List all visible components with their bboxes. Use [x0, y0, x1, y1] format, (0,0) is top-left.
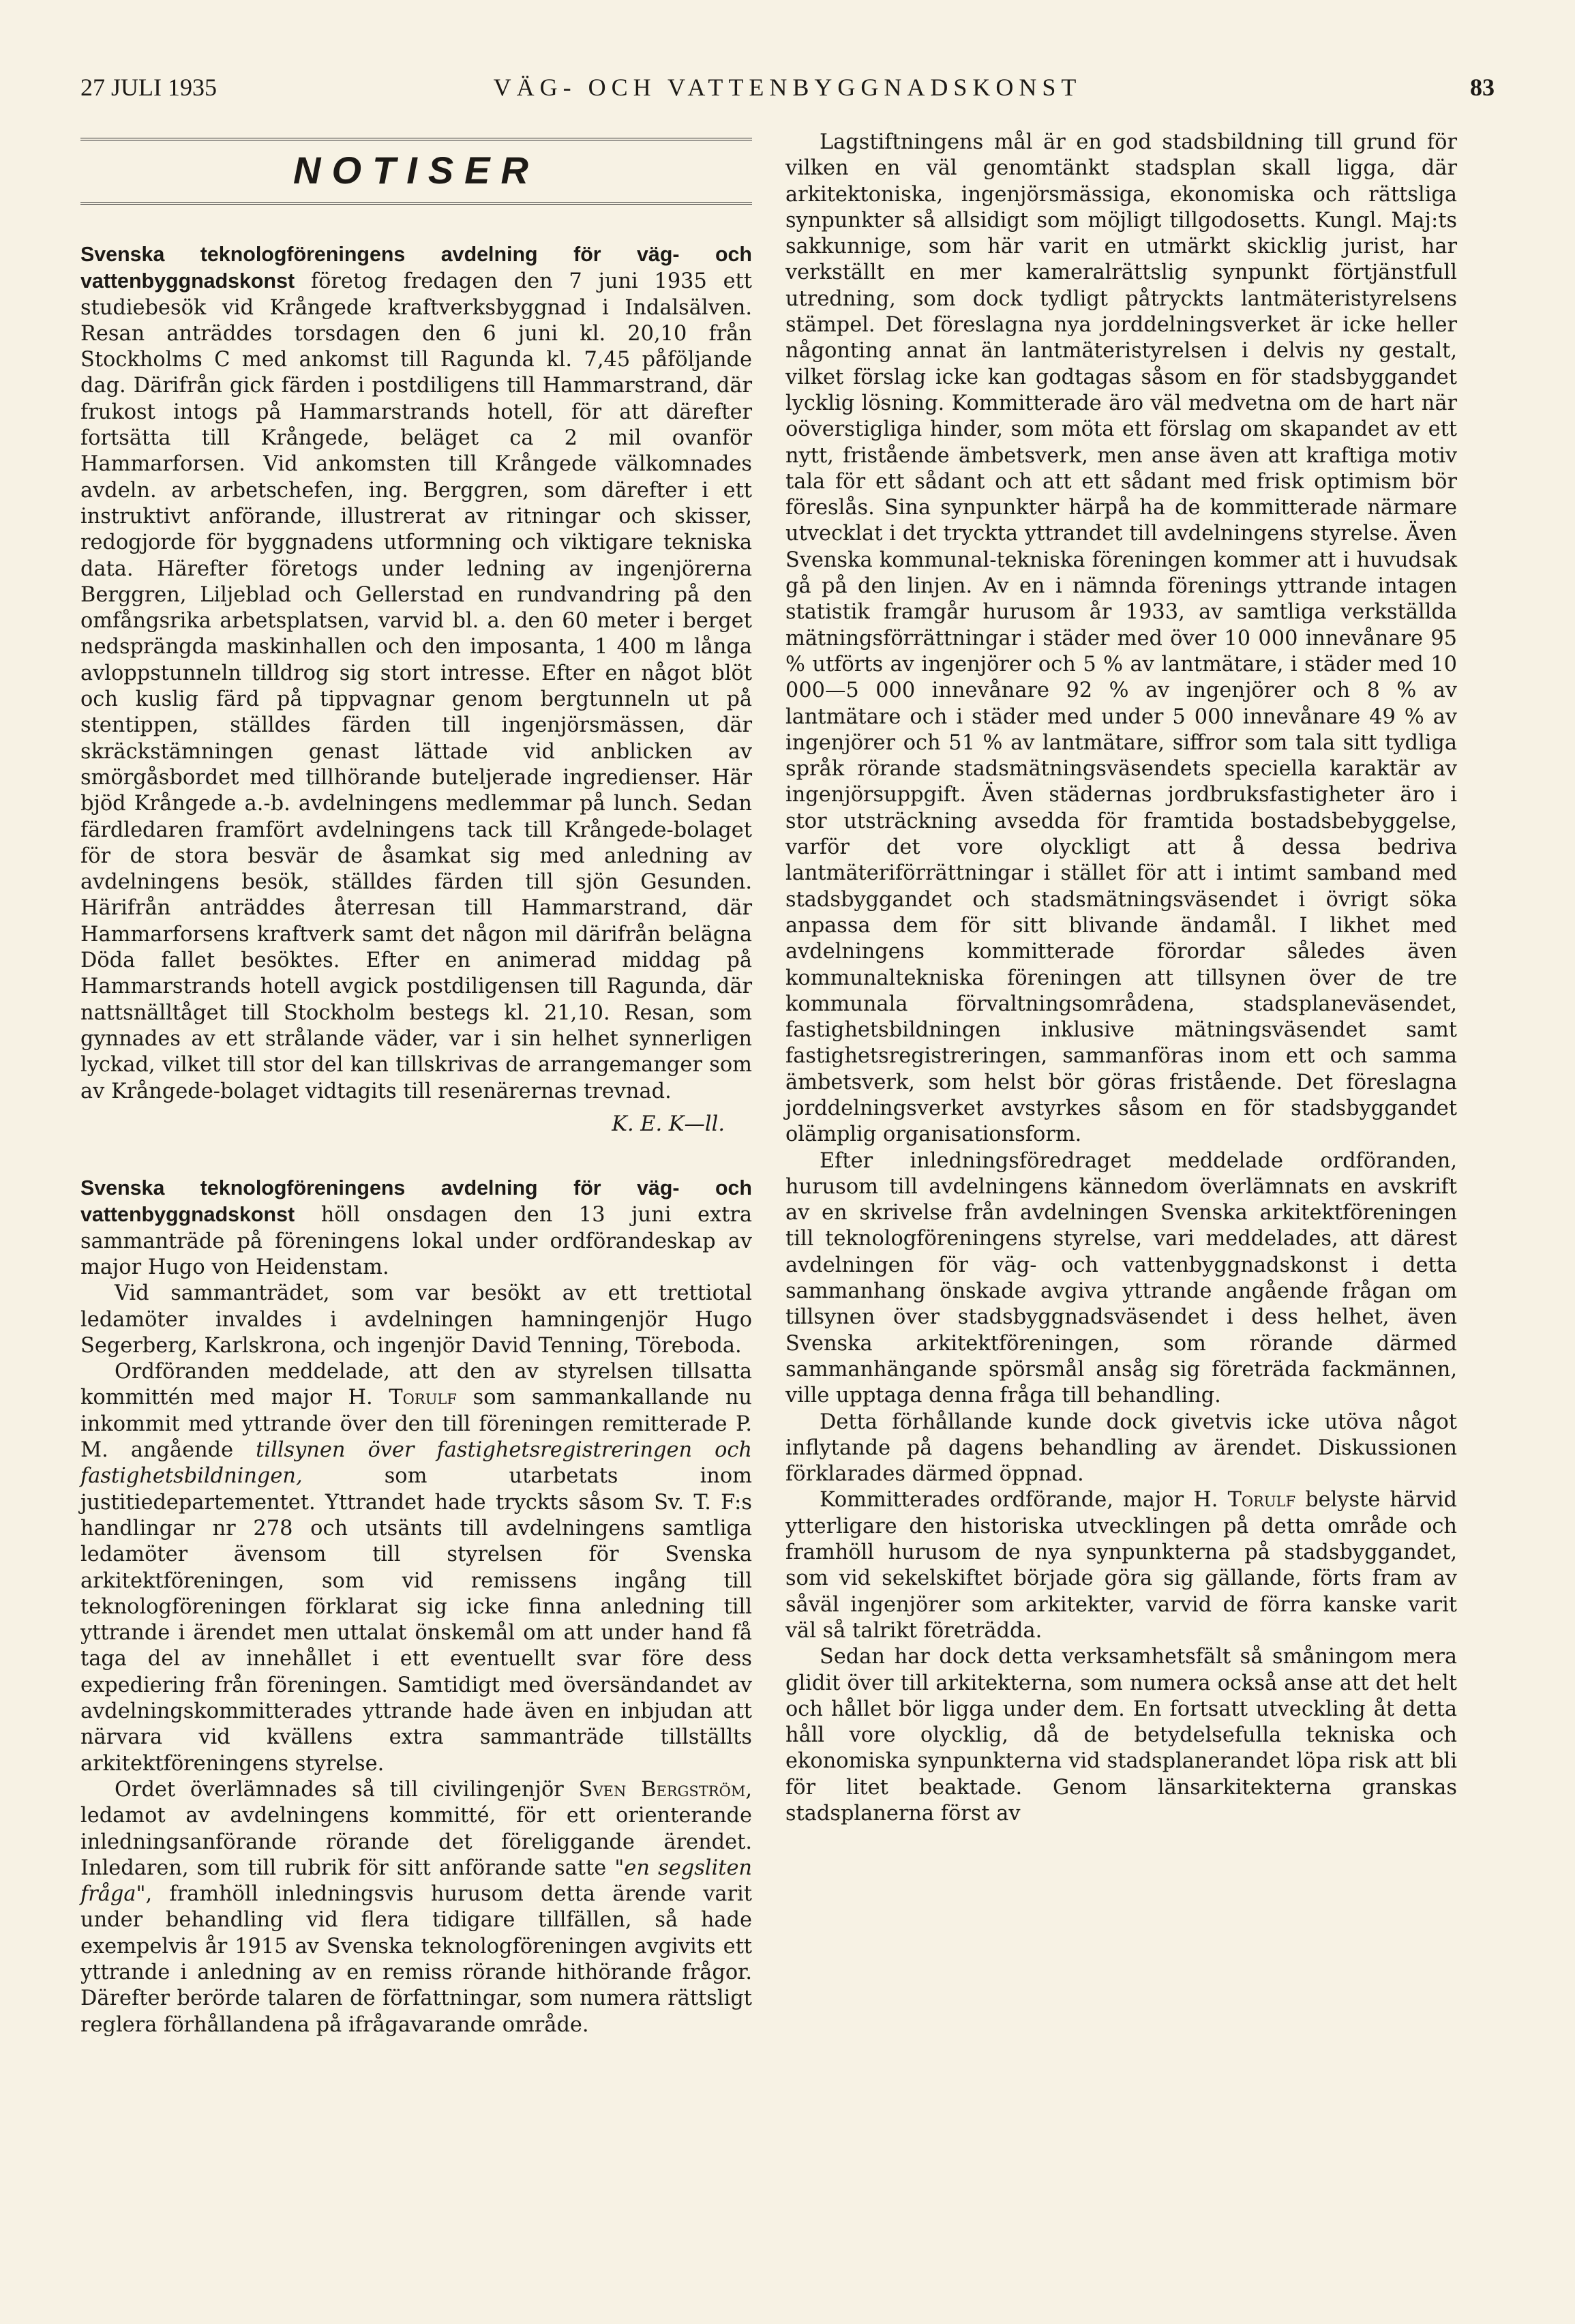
article-1-signature: K. E. K—ll.	[612, 1112, 725, 1136]
article-2-paragraph-8	[785, 1487, 1457, 1644]
p8-text-b: belyste härvid ytterligare den historiska utvecklingen på detta område och framhöll hurusom de nya synpunkterna på stadsbyggandet, som vid sekelskiftet började göra sig gällande, förts fram av såväl ingenjörer som arkitekter, varvid de förra kanske varit väl så talrikt företrädda.	[785, 1488, 1457, 1643]
p4-text-c: ", framhöll inledningsvis hurusom detta ärende varit under behandling vid flera tidigare tillfällen, så hade exempelvis år 1915 av Svenska teknologföreningen avgivits ett yttrande i anledning av en remiss rörande hithörande frågor. Därefter berörde talaren de författningar, som numera rättsligt reglera förhållandena på ifrågavarande område.	[80, 1882, 752, 2037]
article-2-paragraph-6: Efter inledningsföredraget meddelade ordföranden, hurusom till avdelningens kännedom överlämnats en avskrift av en skrivelse från avdelningen Svenska arkitektföreningen till teknologföreningens styrelse, vari meddelades, att därest avdelningen för väg- och vattenbyggnadskonst i detta sammanhang önskade avgiva yttrande angående frågan om tillsynen över stadsbyggnadsväsendet i dess helhet, även Svenska arkitektföreningen, som rörande därmed sammanhängande spörsmål ansåg sig företräda fackmännen, ville upptaga denna fråga till behandling.	[785, 1148, 1457, 1408]
section-title: NOTISER	[293, 149, 539, 192]
pm-title: tillsynen över fastighetsregistreringen och fastighetsbildningen,	[80, 1438, 752, 1489]
p4-text-a: Ordet överlämnades så till civilingenjör	[115, 1777, 564, 1802]
left-column	[80, 130, 752, 2038]
p3-text-b: som sammankallande nu inkommit med yttrande över den till föreningen remitterade P. M. angående	[80, 1386, 752, 1463]
article-2-paragraph-4	[80, 1777, 752, 2038]
section-heading	[80, 138, 752, 205]
p8-text-a: Kommitterades ordförande, major H.	[820, 1488, 1218, 1513]
person-name-torulf-2: Torulf	[1227, 1488, 1296, 1513]
article-2-paragraph-7: Detta förhållande kunde dock givetvis icke utöva något inflytande på dagens behandling av ärendet. Diskussionen förklarades därmed öppnad.	[785, 1410, 1457, 1487]
article-2-paragraph-1	[80, 1175, 752, 1281]
running-header	[80, 67, 1495, 108]
issue-date: 27 JULI 1935	[80, 74, 217, 101]
p4-text-b: ledamot av avdelningens kommitté, för ett orienterande inledningsanförande rörande det föreliggande ärendet. Inledaren, som till rubrik för sitt anförande satte "	[80, 1804, 752, 1880]
article-2-paragraph-9: Sedan har dock detta verksamhetsfält så småningom mera glidit över till arkitekterna, som numera också anse att det helt och hållet bör ligga under dem. En fortsatt utveckling åt detta håll vore olycklig, då de betydelsefulla tekniska och ekonomiska synpunkterna vid stadsplanerandet löpa risk att bli för litet beaktade. Genom länsarkitekterna granskas stadsplanerna först av	[785, 1645, 1457, 1826]
article-2-paragraph-2: Vid sammanträdet, som var besökt av ett trettiotal ledamöter invaldes i avdelningen hamningenjör Hugo Segerberg, Karlskrona, och ingenjör David Tenning, Töreboda.	[80, 1281, 752, 1358]
article-2-lead: Svenska teknologföreningens avdelning för väg- och vattenbyggnadskonst	[80, 1176, 752, 1227]
article-1-paragraph	[80, 241, 752, 1105]
p3-text-a: Ordföranden meddelade, att den av styrelsen tillsatta kommittén med major H.	[80, 1360, 752, 1410]
p3-text-c: som utarbetats inom justitiedepartementet. Yttrandet hade tryckts såsom Sv. T. F:s handlingar nr 278 och utsänts till avdelningens samtliga ledamöter ävensom till styrelsen för Svenska arkitektföreningen, som vid remissens ingång till teknologföreningen förklarat sig icke finna anledning till yttrande i ärendet men uttalat önskemål om att under hand få taga del av innehållet i ett eventuellt svar före dess expediering från föreningen. Samtidigt med översändandet av avdelningskommitterades yttrande hade även en inbjudan att närvara vid kvällens extra sammanträde tillställts arkitektföreningens styrelse.	[80, 1464, 752, 1776]
article-1-lead: Svenska teknologföreningens avdelning för väg- och vattenbyggnadskonst	[80, 243, 752, 293]
article-2-p1: höll onsdagen den 13 juni extra sammanträde på föreningens lokal under ordförandeskap av major Hugo von Heidenstam.	[80, 1203, 752, 1279]
right-column	[785, 130, 1457, 1827]
speech-title: en segsliten fråga	[80, 1856, 752, 1907]
page-number: 83	[1470, 74, 1495, 101]
person-name-bergstrom: Sven Bergström,	[578, 1777, 752, 1802]
article-2-paragraph-5: Lagstiftningens mål är en god stadsbildning till grund för vilken en väl genomtänkt stadsplan skall ligga, där arkitektoniska, ingenjörsmässiga, ekonomiska och rättsliga synpunkter så allsidigt som möjligt tillgodosetts. Kungl. Maj:ts sakkunnige, som här varit en utmärkt skicklig jurist, har verkställt en mer kameralrättslig synpunkt förtjänstfull utredning, som dock tydligt påtryckts lantmäteristyrelsens stämpel. Det föreslagna nya jorddelningsverket är icke heller någonting annat än lantmäteristyrelsen i delvis ny gestalt, vilket förslag icke kan godtagas såsom en för stadsbyggandet lycklig lösning. Kommitterade äro väl medvetna om de hart när oöverstigliga hinder, som möta ett förslag om skapandet av ett nytt, fristående ämbetsverk, men anse även att kraftiga motiv tala för ett sådant och att ett sådant med frisk optimism bör föreslås. Sina synpunkter härpå ha de kommitterade närmare utvecklat i det tryckta yttrandet till avdelningens styrelse. Även Svenska kommunal-tekniska föreningen kommer att i huvudsak gå på den linjen. Av en i nämnda förenings yttrande intagen statistik framgår hurusom år 1933, av samtliga verkställda mätningsförrättningar i städer med över 10 000 innevånare 95 % utförts av ingenjörer och 5 % av lantmätare, i städer med 10 000—5 000 innevånare 92 % av ingenjörer och 8 % av lantmätare och i städer med under 5 000 innevånare 49 % av ingenjörer och 51 % av lantmätare, siffror som tala sitt tydliga språk rörande stadsmätningsväsendets speciella karaktär av ingenjörsuppgift. Även städernas jordbruksfastigheter äro i stor utsträckning avsedda för framtida bostadsbebyggelse, varför det vore olyckligt att å dessa bedriva lantmäteriförrättningar i stället för att i intimt samband med stadsbyggandet och stadsmätningsväsendet i övrigt söka anpassa dem för sitt blivande ändamål. I likhet med avdelningens kommitterade förordar således även kommunaltekniska föreningen att tillsynen över de tre kommunala förvaltningsområdena, stadsplaneväsendet, fastighetsbildningen inklusive mätningsväsendet samt fastighetsregistreringen, sammanföras inom ett och samma ämbetsverk, som helst bör göras fristående. Det föreslagna jorddelningsverket avstyrkes såsom en för stadsbyggandet olämplig organisationsform.	[785, 130, 1457, 1147]
journal-title: VÄG- OCH VATTENBYGGNADSKONST	[493, 74, 1082, 101]
article-2-paragraph-3	[80, 1359, 752, 1777]
article-1-body: företog fredagen den 7 juni 1935 ett studiebesök vid Krångede kraftverksbyggnad i Indalsälven. Resan anträddes torsdagen den 6 juni kl. 20,10 från Stockholms C med ankomst till Ragunda kl. 7,45 påföljande dag. Därifrån gick färden i postdiligens till Hammarstrand, där frukost intogs på Hammarstrands hotell, för att därefter fortsätta till Krångede, beläget ca 2 mil ovanför Hammarforsen. Vid ankomsten till Krångede välkomnades avdeln. av arbetschefen, ing. Berggren, som därefter i ett instruktivt anförande, illustrerat av ritningar och skisser, redogjorde för byggnadens utformning och viktigare tekniska data. Härefter företogs under ledning av ingenjörerna Berggren, Liljeblad och Gellerstad en rundvandring på den omfångsrika arbetsplatsen, varvid bl. a. den 60 meter i berget nedsprängda maskinhallen och den imposanta, 1 400 m långa avloppstunneln tilldrog sig stort intresse. Efter en något blöt och kuslig färd på tippvagnar genom bergtunneln ut på stentippen, ställdes färden till ingenjörsmässen, där skräckstämningen genast lättade vid anblicken av smörgåsbordet med tillhörande buteljerade ingredienser. Här bjöd Krångede a.-b. avdelningens medlemmar på lunch. Sedan färdledaren framfört avdelningens tack till Krångede-bolaget för de stora besvär de åsamkat sig med anledning av avdelningens besök, ställdes färden till sjön Gesunden. Härifrån anträddes återresan till Hammarstrand, där Hammarforsens kraftverk samt det någon mil därifrån belägna Döda fallet besöktes. Efter en animerad middag på Hammarstrands hotell avgick postdiligensen till Ragunda, där nattsnälltåget till Stockholm bestegs kl. 21,10. Resan, som gynnades av ett strålande väder, var i sin helhet synnerligen lyckad, vilket till stor del kan tillskrivas de arrangemanger som av Krångede-bolaget vidtagits till resenärernas trevnad.	[80, 269, 752, 1103]
person-name-torulf: Torulf	[389, 1386, 457, 1410]
